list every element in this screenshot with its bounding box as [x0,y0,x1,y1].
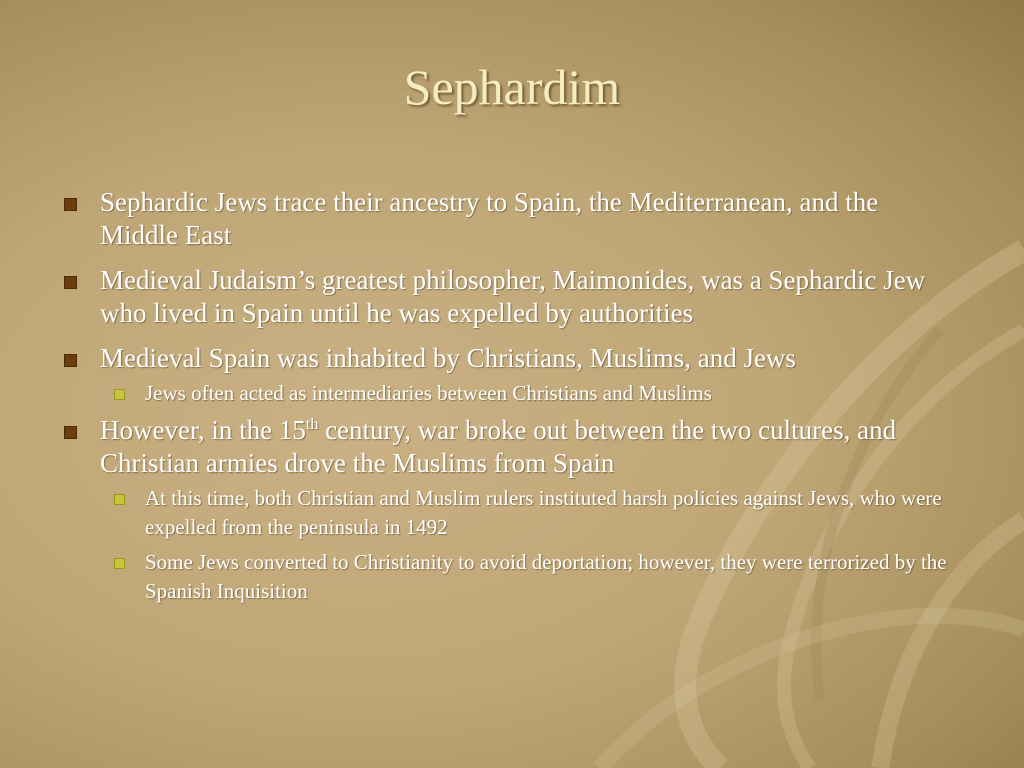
bullet-text: Sephardic Jews trace their ancestry to Spain, the Mediterranean, and the Middle East [100,187,879,250]
bullet-text [100,415,896,478]
square-bullet-icon [64,198,77,211]
sub-bullet-text: Jews often acted as intermediaries between Christians and Muslims [145,381,712,405]
square-sub-bullet-icon [114,494,125,505]
sub-bullet-text: At this time, both Christian and Muslim rulers instituted harsh policies against Jews, who were expelled from the peninsula in 1492 [145,486,942,539]
bullet-text: Medieval Spain was inhabited by Christians, Muslims, and Jews [100,343,796,373]
sub-bullet-item [107,548,962,606]
bullet-text-before: However, in the 15 [100,415,306,445]
bullet-item [62,264,962,330]
bullet-text-after: century, war broke out between the two cultures, and Christian armies drove the Muslims from Spain [100,415,897,478]
square-bullet-icon [64,276,77,289]
square-sub-bullet-icon [114,389,125,400]
square-bullet-icon [64,426,77,439]
bullet-item [62,414,962,480]
square-sub-bullet-icon [114,558,125,569]
square-bullet-icon [64,354,77,367]
ordinal-superscript: th [305,416,319,433]
sub-bullet-item [107,379,962,408]
slide-title: Sephardim [403,59,621,115]
bullet-list [62,186,962,612]
bullet-text: Medieval Judaism’s greatest philosopher, Maimonides, was a Sephardic Jew who lived in Spain until he was expelled by authorities [100,265,926,328]
bullet-item [62,186,962,252]
bullet-item [62,342,962,375]
sub-bullet-text: Some Jews converted to Christianity to avoid deportation; however, they were terrorized by the Spanish Inquisition [145,550,947,603]
sub-bullet-item [107,484,962,542]
